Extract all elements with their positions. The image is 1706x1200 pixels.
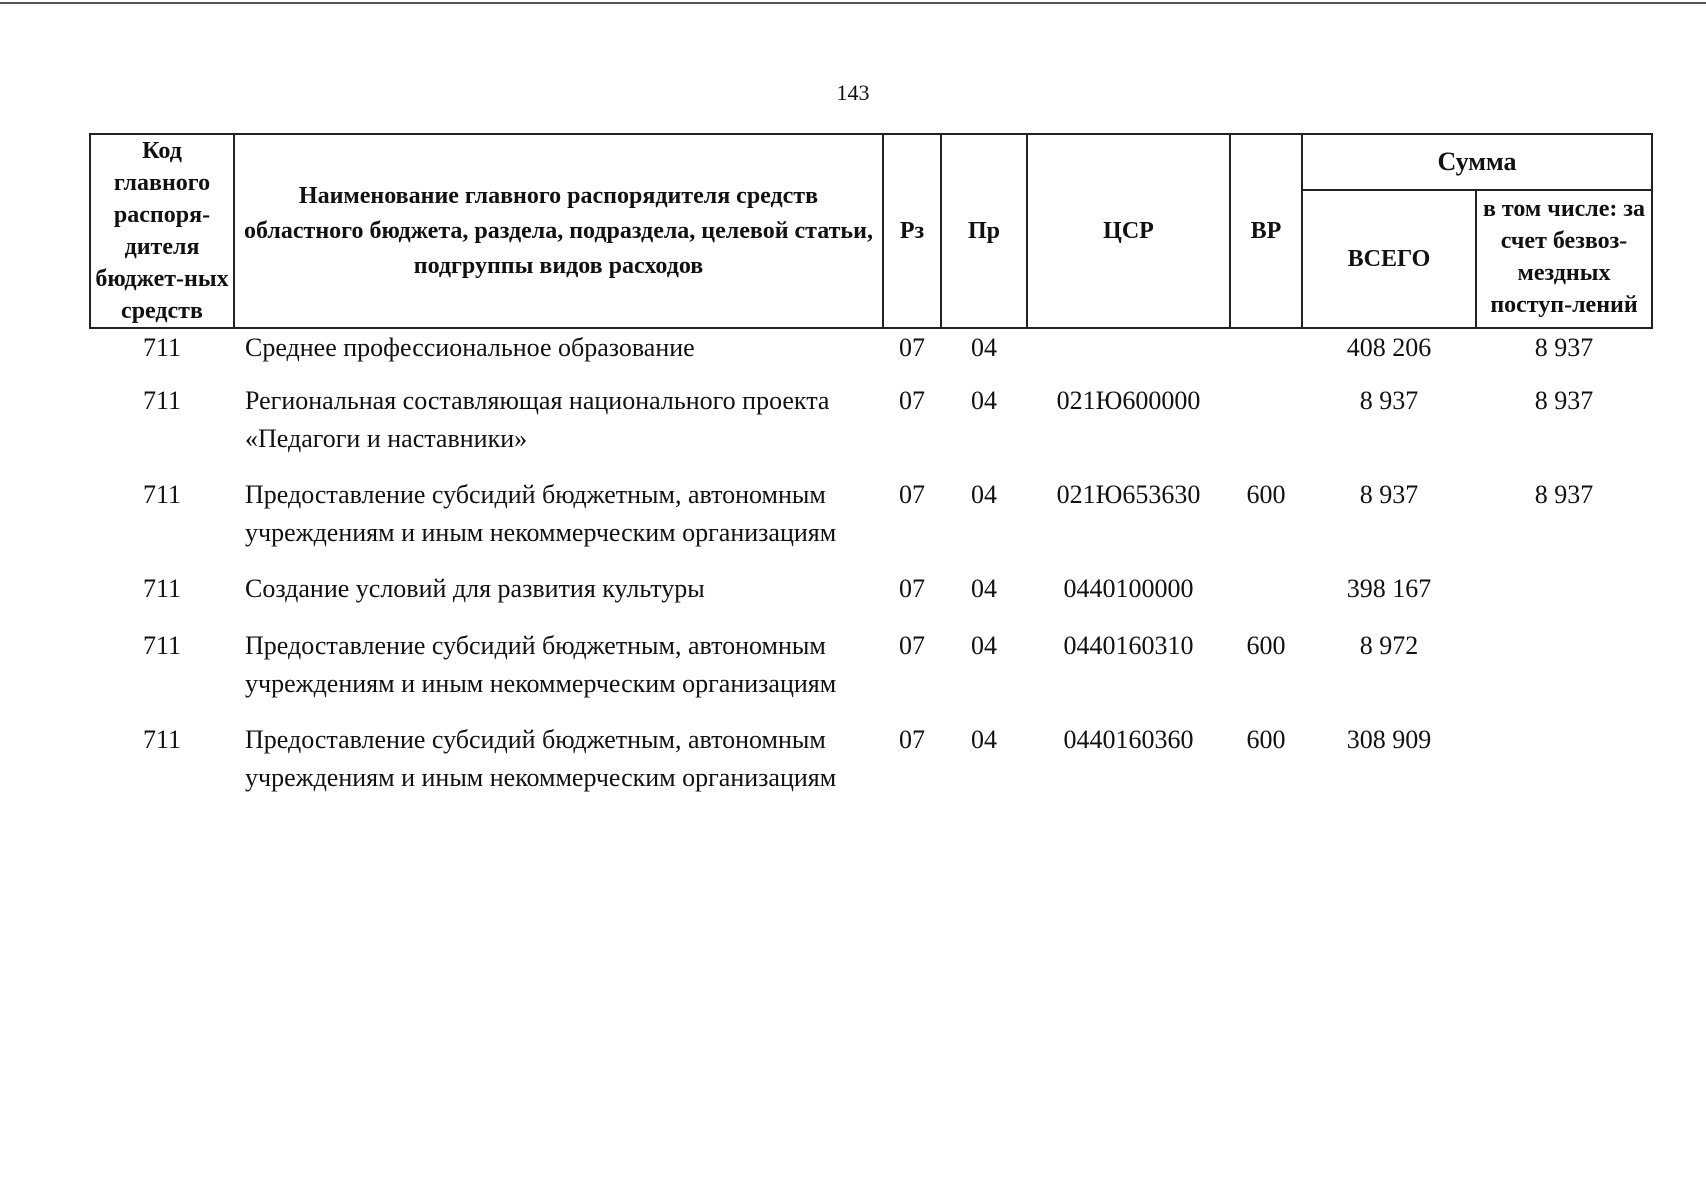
cell-incl — [1476, 570, 1652, 627]
cell-name: Создание условий для развития культуры — [245, 574, 705, 603]
cell-pr: 04 — [971, 631, 997, 660]
table-body — [90, 328, 1652, 815]
cell-vr — [1230, 382, 1302, 476]
cell-incl: 8 937 — [1534, 333, 1594, 362]
cell-name: Региональная составляющая национального проекта «Педагоги и наставники» — [245, 386, 830, 453]
header-pr: Пр — [941, 134, 1027, 328]
table-row — [90, 328, 1652, 382]
cell-incl — [1476, 721, 1652, 815]
cell-csr: 0440160310 — [1063, 631, 1194, 660]
cell-name: Среднее профессиональное образование — [245, 333, 695, 362]
cell-incl — [1476, 627, 1652, 721]
cell-rz: 07 — [899, 725, 925, 754]
cell-name: Предоставление субсидий бюджетным, автономным учреждениям и иным некоммерческим организациям — [245, 631, 837, 698]
header-total: ВСЕГО — [1302, 190, 1476, 328]
budget-table — [89, 133, 1653, 815]
cell-pr: 04 — [971, 574, 997, 603]
cell-rz: 07 — [899, 574, 925, 603]
header-incl: в том числе: за счет безвоз-мездных поступ-лений — [1476, 190, 1652, 328]
header-sum: Сумма — [1302, 134, 1652, 190]
cell-csr: 021Ю653630 — [1056, 480, 1201, 509]
cell-code: 711 — [142, 333, 182, 362]
cell-rz: 07 — [899, 631, 925, 660]
cell-csr: 0440100000 — [1063, 574, 1194, 603]
header-vr: ВР — [1230, 134, 1302, 328]
cell-incl: 8 937 — [1534, 480, 1594, 509]
table-header — [90, 134, 1652, 328]
cell-code: 711 — [142, 631, 182, 660]
cell-total: 8 937 — [1359, 386, 1419, 415]
cell-code: 711 — [142, 480, 182, 509]
header-name: Наименование главного распорядителя средств областного бюджета, раздела, подраздела, целевой статьи, подгруппы видов расходов — [234, 134, 883, 328]
cell-csr: 0440160360 — [1063, 725, 1194, 754]
header-rz: Рз — [883, 134, 941, 328]
cell-code: 711 — [142, 725, 182, 754]
page-number: 143 — [836, 80, 870, 105]
cell-pr: 04 — [971, 333, 997, 362]
header-csr: ЦСР — [1027, 134, 1230, 328]
table-row — [90, 721, 1652, 815]
top-border-line — [0, 2, 1706, 4]
table-row — [90, 382, 1652, 476]
cell-incl: 8 937 — [1534, 386, 1594, 415]
cell-rz: 07 — [899, 333, 925, 362]
table-row — [90, 627, 1652, 721]
cell-code: 711 — [142, 386, 182, 415]
cell-vr: 600 — [1246, 480, 1286, 509]
cell-rz: 07 — [899, 386, 925, 415]
header-code: Код главного распоря-дителя бюджет-ных средств — [90, 134, 234, 328]
cell-pr: 04 — [971, 725, 997, 754]
cell-name: Предоставление субсидий бюджетным, автономным учреждениям и иным некоммерческим организациям — [245, 480, 837, 547]
cell-csr: 021Ю600000 — [1056, 386, 1201, 415]
cell-total: 308 909 — [1346, 725, 1432, 754]
cell-total: 8 937 — [1359, 480, 1419, 509]
cell-csr — [1027, 328, 1230, 382]
cell-pr: 04 — [971, 480, 997, 509]
cell-vr: 600 — [1246, 725, 1286, 754]
cell-pr: 04 — [971, 386, 997, 415]
cell-code: 711 — [142, 574, 182, 603]
cell-vr — [1230, 328, 1302, 382]
cell-rz: 07 — [899, 480, 925, 509]
cell-name: Предоставление субсидий бюджетным, автономным учреждениям и иным некоммерческим организациям — [245, 725, 837, 792]
cell-vr — [1230, 570, 1302, 627]
cell-total: 8 972 — [1359, 631, 1419, 660]
table-row — [90, 570, 1652, 627]
table-row — [90, 476, 1652, 570]
cell-total: 408 206 — [1346, 333, 1432, 362]
cell-vr: 600 — [1246, 631, 1286, 660]
cell-total: 398 167 — [1346, 574, 1432, 603]
